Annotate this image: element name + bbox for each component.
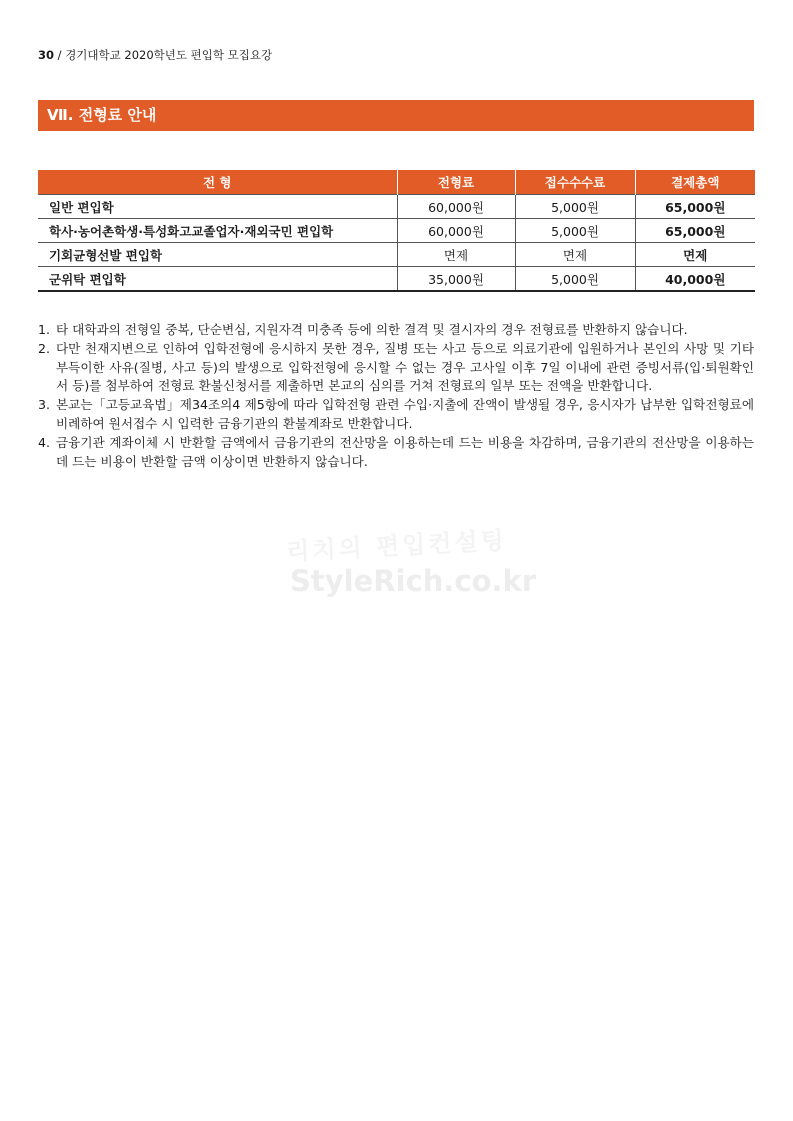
document-title: 경기대학교 2020학년도 편입학 모집요강 bbox=[65, 48, 273, 62]
note-number: 4. bbox=[38, 434, 51, 450]
admission-type-cell: 일반 편입학 bbox=[38, 195, 397, 219]
column-header-total: 결제총액 bbox=[635, 170, 755, 195]
watermark-url: StyleRich.co.kr bbox=[290, 564, 537, 598]
note-text: 금융기관 계좌이체 시 반환할 금액에서 금융기관의 전산망을 이용하는데 드는 비용을 차감하며, 금융기관의 전산망을 이용하는데 드는 비용이 반환할 금액 이상이면 반환하지 않습니다. bbox=[56, 434, 754, 469]
column-header-type: 전 형 bbox=[38, 170, 397, 195]
total-cell: 40,000원 bbox=[635, 267, 755, 292]
commission-cell: 면제 bbox=[515, 243, 635, 267]
table-row bbox=[38, 195, 755, 219]
watermark-text: 리치의 편입컨설팅 bbox=[285, 526, 508, 566]
fee-table bbox=[38, 170, 755, 292]
note-number: 2. bbox=[38, 340, 51, 356]
commission-cell: 5,000원 bbox=[515, 219, 635, 243]
total-cell: 면제 bbox=[635, 243, 755, 267]
commission-cell: 5,000원 bbox=[515, 195, 635, 219]
column-header-commission: 접수수수료 bbox=[515, 170, 635, 195]
header-separator: / bbox=[54, 48, 66, 62]
total-cell: 65,000원 bbox=[635, 219, 755, 243]
section-title: Ⅶ. 전형료 안내 bbox=[38, 100, 754, 131]
table-row bbox=[38, 267, 755, 292]
fee-cell: 60,000원 bbox=[397, 195, 515, 219]
note-text: 다만 천재지변으로 인하여 입학전형에 응시하지 못한 경우, 질병 또는 사고 등으로 의료기관에 입원하거나 본인의 사망 및 기타 부득이한 사유(질병, 사고 등)의 발생으로 입학전형에 응시할 수 없는 경우 고사일 이후 7일 이내에 관련 증빙서류(입·퇴원확인서 등)를 첨부하여 전형료 환불신청서를 제출하면 본교의 심의를 거쳐 전형료의 일부 또는 전액을 반환합니다. bbox=[56, 340, 754, 394]
fee-table-header-row bbox=[38, 170, 755, 195]
table-row bbox=[38, 243, 755, 267]
note-text: 타 대학과의 전형일 중복, 단순변심, 지원자격 미충족 등에 의한 결격 및 결시자의 경우 전형료를 반환하지 않습니다. bbox=[56, 322, 688, 337]
commission-cell: 5,000원 bbox=[515, 267, 635, 292]
note-number: 1. bbox=[38, 322, 51, 337]
column-header-fee: 전형료 bbox=[397, 170, 515, 195]
fee-cell: 35,000원 bbox=[397, 267, 515, 292]
fee-cell: 면제 bbox=[397, 243, 515, 267]
admission-type-cell: 학사·농어촌학생·특성화고교졸업자·재외국민 편입학 bbox=[38, 219, 397, 243]
note-item bbox=[38, 321, 754, 340]
total-cell: 65,000원 bbox=[635, 195, 755, 219]
note-item bbox=[38, 434, 754, 472]
page-header bbox=[38, 47, 272, 63]
table-row bbox=[38, 219, 755, 243]
note-item bbox=[38, 340, 754, 396]
notes-list bbox=[38, 321, 754, 471]
note-item bbox=[38, 396, 754, 434]
fee-cell: 60,000원 bbox=[397, 219, 515, 243]
admission-type-cell: 군위탁 편입학 bbox=[38, 267, 397, 292]
note-text: 본교는「고등교육법」제34조의4 제5항에 따라 입학전형 관련 수입·지출에 잔액이 발생될 경우, 응시자가 납부한 입학전형료에 비례하여 원서접수 시 입력한 금융기관의 환불계좌로 반환합니다. bbox=[56, 397, 754, 431]
note-number: 3. bbox=[38, 397, 51, 413]
admission-type-cell: 기회균형선발 편입학 bbox=[38, 243, 397, 267]
page-number: 30 bbox=[38, 48, 55, 62]
